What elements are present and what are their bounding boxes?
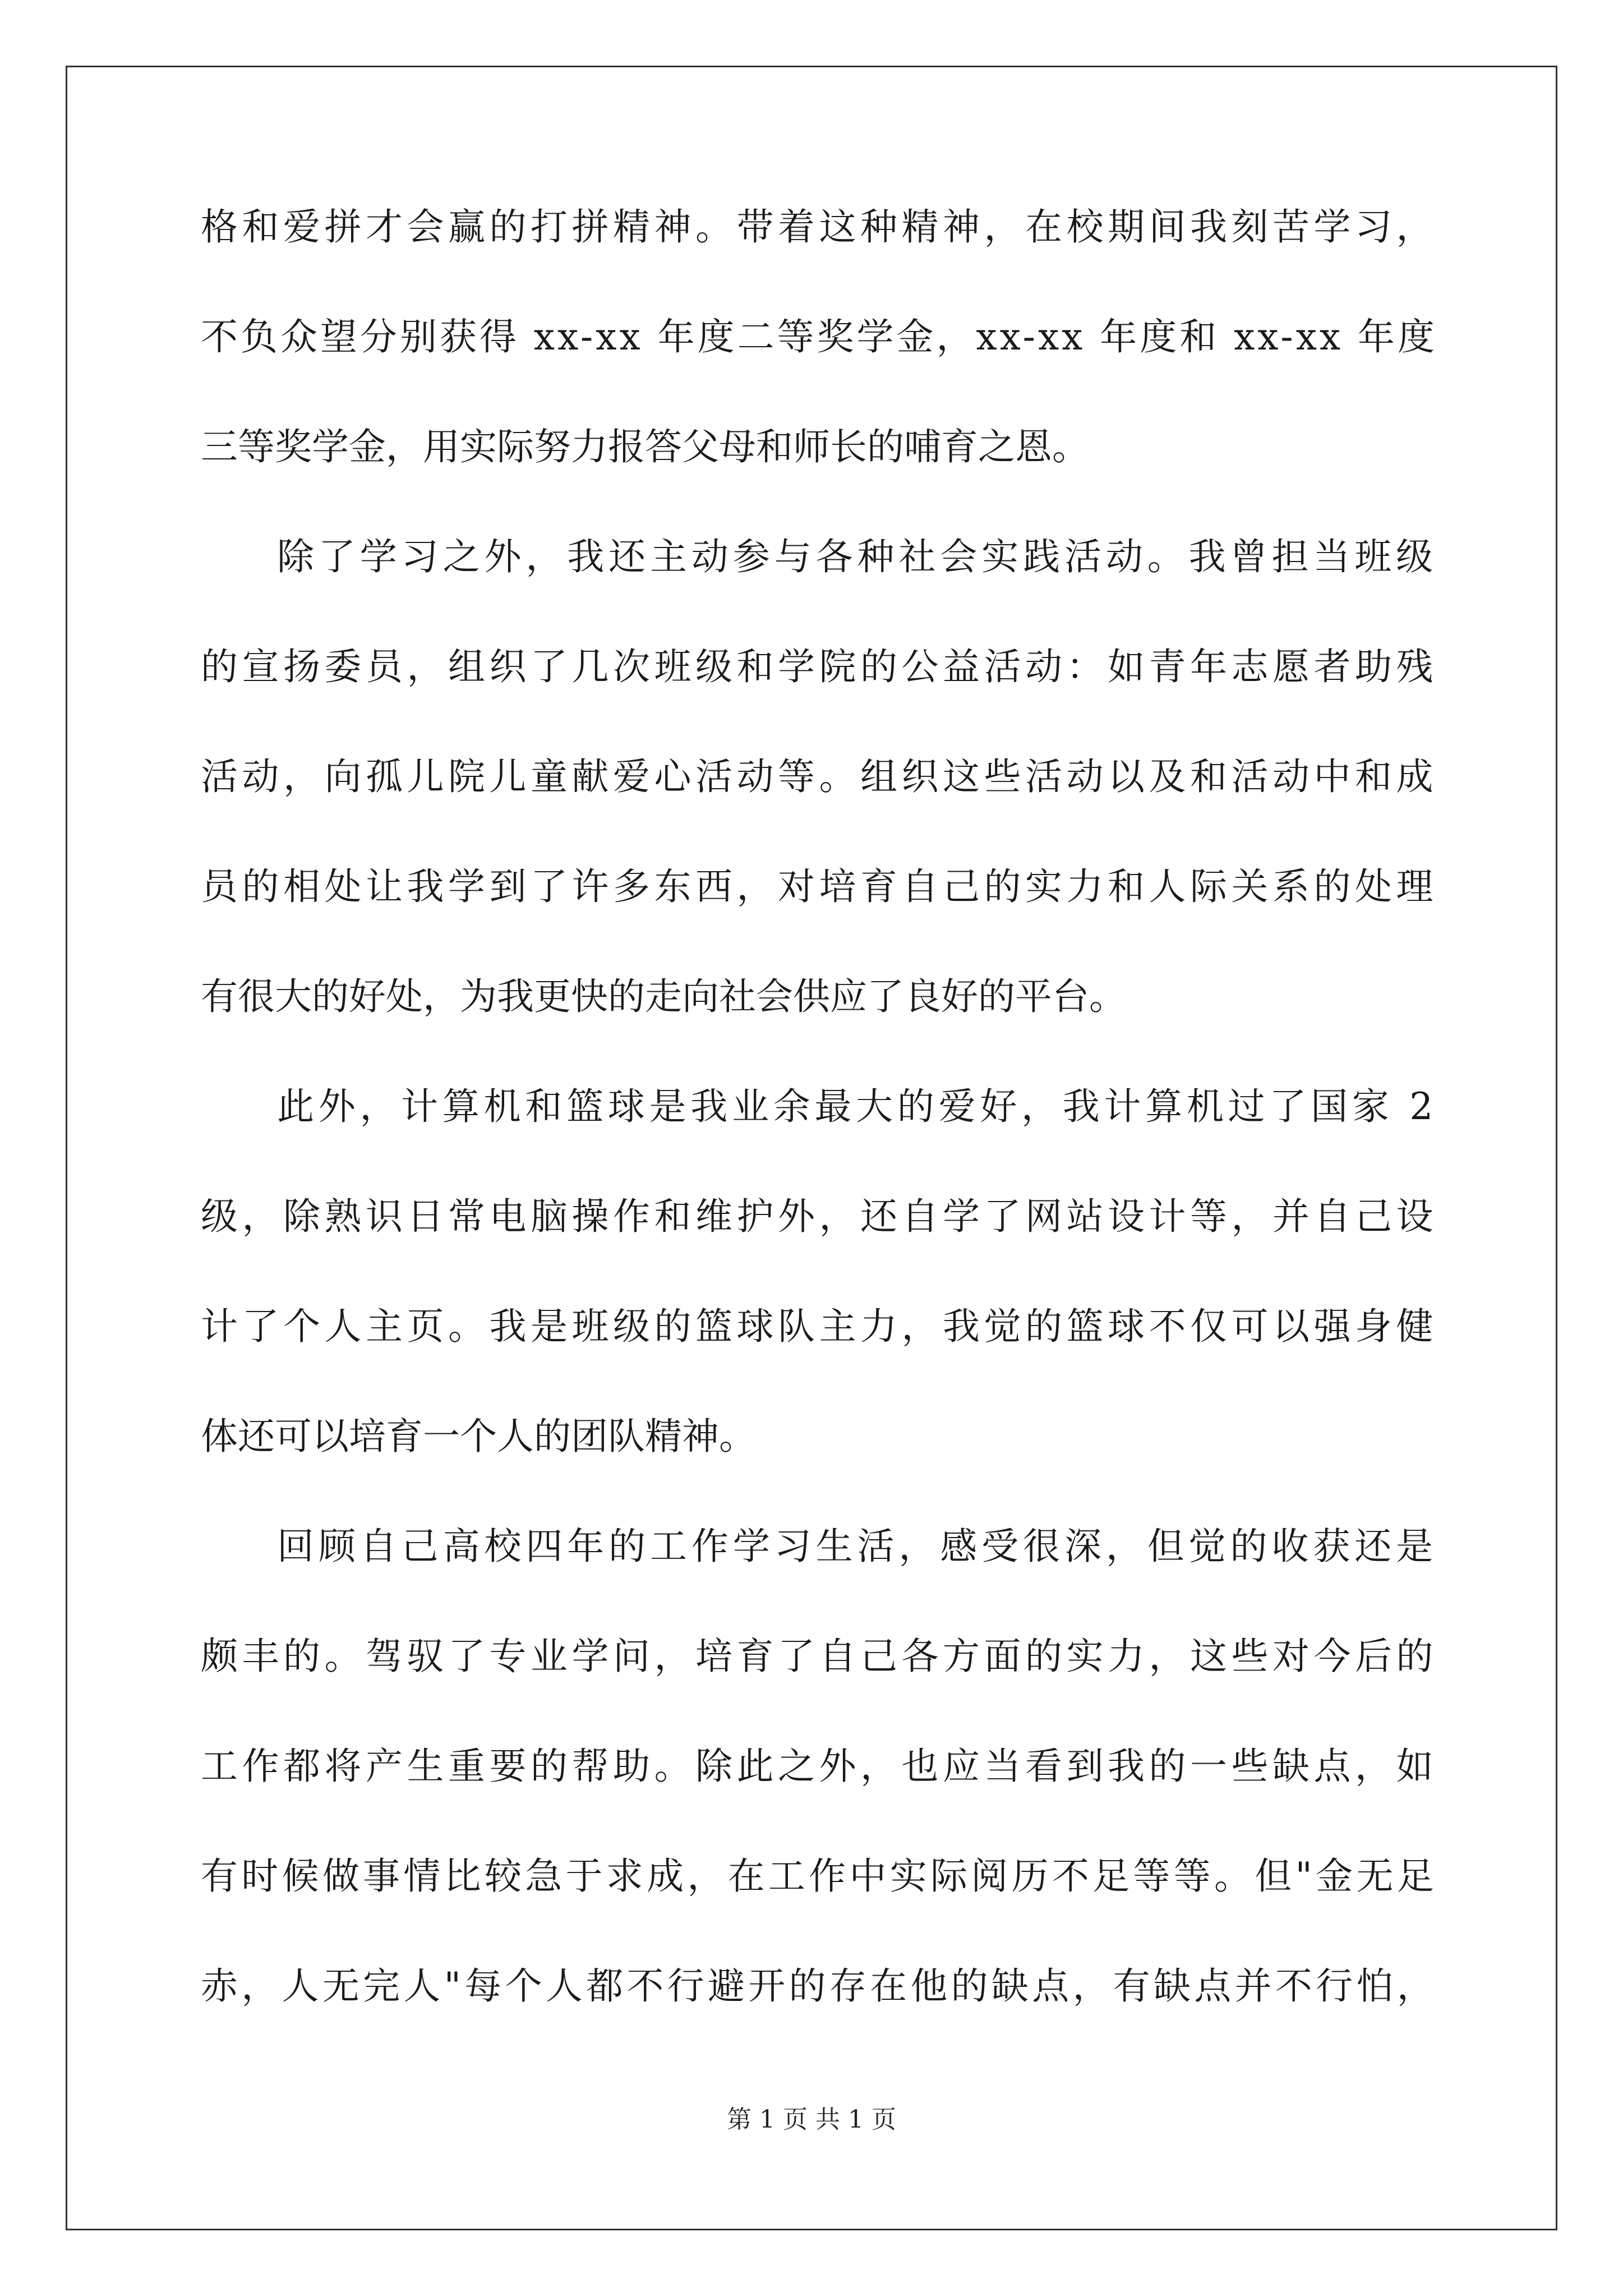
text-line [201,1953,1437,2063]
text-line [201,194,1437,303]
text-line [201,1623,1437,1733]
text-line [201,1073,1437,1183]
text-line [201,413,1437,523]
text-line [201,963,1437,1073]
text-line [201,1843,1437,1953]
text-line-content: 赤，人无完人"每个人都不行避开的存在他的缺点，有缺点并不行怕， [201,1964,1437,2008]
text-line-content: 格和爱拼才会赢的打拼精神。带着这种精神，在校期间我刻苦学习， [201,205,1437,249]
text-line-content: 有很大的好处，为我更快的走向社会供应了良好的平台。 [201,975,1126,1018]
page-number: 第 1 页 共 1 页 [727,2105,896,2134]
text-line-content: 不负众望分别获得 xx-xx 年度二等奖学金，xx-xx 年度和 xx-xx 年度 [201,315,1437,358]
text-line [201,853,1437,963]
document-body [201,194,1437,2063]
text-line [201,523,1437,633]
text-line [201,1403,1437,1513]
text-line [201,1513,1437,1623]
text-line-content: 员的相处让我学到了许多东西，对培育自己的实力和人际关系的处理 [201,865,1437,908]
text-line-content: 此外，计算机和篮球是我业余最大的爱好，我计算机过了国家 2 [277,1085,1437,1128]
text-line-content: 级，除熟识日常电脑操作和维护外，还自学了网站设计等，并自己设 [201,1195,1437,1238]
text-line-content: 除了学习之外，我还主动参与各种社会实践活动。我曾担当班级 [277,535,1437,578]
text-line-content: 活动，向孤儿院儿童献爱心活动等。组织这些活动以及和活动中和成 [201,755,1437,798]
text-line-content: 颇丰的。驾驭了专业学问，培育了自己各方面的实力，这些对今后的 [201,1635,1437,1678]
text-line-content: 回顾自己高校四年的工作学习生活，感受很深，但觉的收获还是 [277,1525,1437,1568]
text-line [201,1183,1437,1293]
text-line [201,743,1437,853]
text-line [201,1733,1437,1843]
text-line-content: 计了个人主页。我是班级的篮球队主力，我觉的篮球不仅可以强身健 [201,1305,1437,1348]
text-line-content: 的宣扬委员，组织了几次班级和学院的公益活动：如青年志愿者助残 [201,645,1437,688]
page-footer [0,2103,1623,2137]
text-line-content: 三等奖学金，用实际努力报答父母和师长的哺育之恩。 [201,425,1089,468]
text-line [201,633,1437,743]
text-line-content: 工作都将产生重要的帮助。除此之外，也应当看到我的一些缺点，如 [201,1745,1437,1788]
text-line [201,303,1437,413]
text-line [201,1293,1437,1403]
text-line-content: 体还可以培育一个人的团队精神。 [201,1415,756,1458]
text-line-content: 有时候做事情比较急于求成，在工作中实际阅历不足等等。但"金无足 [201,1855,1437,1898]
